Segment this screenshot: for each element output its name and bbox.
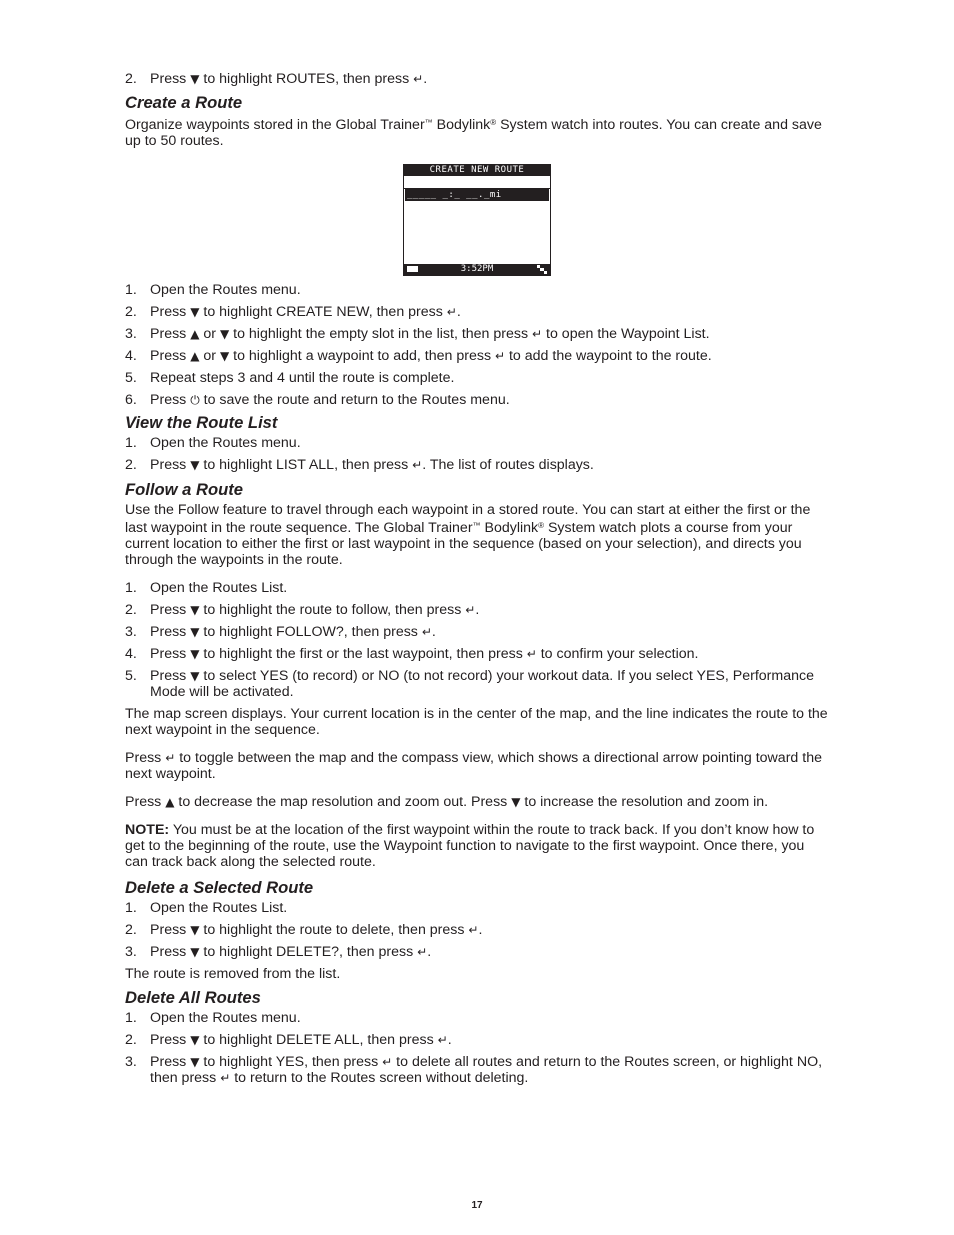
- list-item: [125, 944, 830, 960]
- step-text: to highlight FOLLOW?, then press: [199, 624, 422, 640]
- step-number: 3.: [125, 624, 137, 640]
- list-item: [125, 1010, 830, 1026]
- list-item: [125, 370, 830, 386]
- step-text: to highlight DELETE ALL, then press: [199, 1032, 438, 1048]
- step-number: 2.: [125, 71, 137, 87]
- down-arrow-icon: ▼: [190, 625, 200, 639]
- step-text: Open the Routes List.: [150, 900, 288, 916]
- step-text: to select YES (to record) or NO (to not record) your workout data. If you select YES, Performance Mode will be activated.: [150, 668, 814, 700]
- enter-icon: ↵: [468, 923, 479, 937]
- view-section: [125, 413, 830, 479]
- step-number: 1.: [125, 435, 137, 451]
- step-text: Press: [150, 646, 191, 662]
- step-text: Press: [150, 668, 191, 684]
- step-text: Repeat steps 3 and 4 until the route is complete.: [150, 370, 455, 386]
- enter-icon: ↵: [446, 305, 457, 319]
- step-number: 6.: [125, 392, 137, 408]
- step-text: .: [475, 602, 480, 618]
- desc-text: Bodylink: [480, 520, 539, 536]
- step-text: or: [199, 348, 220, 364]
- step-text: or: [199, 326, 220, 342]
- step-text: to highlight the route to follow, then press: [199, 602, 466, 618]
- list-item: [125, 348, 830, 364]
- step-text: Press: [150, 71, 191, 87]
- step-text: .: [423, 71, 428, 87]
- enter-icon: ↵: [417, 945, 428, 959]
- step-number: 1.: [125, 1010, 137, 1026]
- screen-empty-slot: _____ _:_ __._mi: [405, 189, 549, 201]
- step-text: Press: [150, 392, 191, 408]
- note-label: NOTE:: [125, 822, 170, 838]
- down-arrow-icon: ▼: [190, 647, 200, 661]
- step-text: Press: [150, 457, 191, 473]
- list-item: [125, 900, 830, 916]
- section-heading-delete-selected: Delete a Selected Route: [125, 878, 314, 897]
- list-item: [125, 602, 830, 618]
- up-arrow-icon: ▲: [190, 327, 200, 341]
- step-text: to highlight a waypoint to add, then press: [229, 348, 495, 364]
- step-number: 5.: [125, 668, 137, 684]
- step-text: Press: [150, 944, 191, 960]
- desc-text: Use the Follow feature to travel through each waypoint in a stored route. You can start at either the first or the last waypoint in the route sequence. The Global Trainer: [125, 502, 811, 536]
- down-arrow-icon: ▼: [190, 945, 200, 959]
- para-text: to decrease the map resolution and zoom out. Press: [174, 794, 512, 810]
- step-text: Press: [150, 624, 191, 640]
- list-item: [125, 435, 830, 451]
- create-steps: [125, 282, 830, 414]
- desc-text: System watch into routes. You can create and save up to 50 routes.: [125, 117, 822, 149]
- registered-mark: ®: [538, 521, 545, 530]
- screen-status-bar: [404, 264, 550, 275]
- down-arrow-icon: ▼: [190, 1033, 200, 1047]
- enter-icon: ↵: [437, 1033, 448, 1047]
- screen-time: 3:52PM: [460, 264, 494, 274]
- battery-icon: [407, 266, 418, 272]
- list-item: [125, 580, 830, 596]
- step-number: 1.: [125, 580, 137, 596]
- para-text: Press: [125, 794, 166, 810]
- step-number: 2.: [125, 457, 137, 473]
- enter-icon: ↵: [413, 72, 424, 86]
- step-text: Open the Routes menu.: [150, 435, 301, 451]
- list-item: [125, 1054, 830, 1086]
- satellite-icon: [537, 265, 547, 277]
- para-text: to increase the resolution and zoom in.: [520, 794, 769, 810]
- delete-selected-section: [125, 878, 830, 982]
- note-text: You must be at the location of the first waypoint within the route to track back. If you don’t know how to get to the beginning of the route, use the Waypoint function to navigate to the first waypoint. Once there, you can track back along the selected route.: [125, 822, 815, 870]
- enter-icon: ↵: [526, 647, 537, 661]
- down-arrow-icon: ▼: [190, 1055, 200, 1069]
- step-text: .: [478, 922, 483, 938]
- step-number: 2.: [125, 304, 137, 320]
- delete-result-text: The route is removed from the list.: [125, 966, 341, 982]
- enter-icon: ↵: [494, 349, 506, 363]
- registered-mark: ®: [490, 118, 497, 127]
- step-text: to highlight CREATE NEW, then press: [199, 304, 447, 320]
- step-text: to add the waypoint to the route.: [505, 348, 712, 364]
- enter-icon: ↵: [165, 751, 176, 765]
- down-arrow-icon: ▼: [190, 458, 200, 472]
- step-text: to confirm your selection.: [536, 646, 699, 662]
- step-number: 4.: [125, 348, 137, 364]
- down-arrow-icon: ▼: [190, 923, 200, 937]
- desc-text: Organize waypoints stored in the Global Trainer: [125, 117, 425, 133]
- step-text: Press: [150, 304, 191, 320]
- step-text: .: [456, 304, 461, 320]
- down-arrow-icon: ▼: [190, 603, 200, 617]
- follow-description: [125, 502, 830, 568]
- step-text: to highlight ROUTES, then press: [199, 71, 414, 87]
- enter-icon: ↵: [532, 327, 543, 341]
- step-text: to highlight YES, then press: [199, 1054, 383, 1070]
- desc-text: Bodylink: [432, 117, 491, 133]
- step-text: to highlight DELETE?, then press: [199, 944, 418, 960]
- step-text: to save the route and return to the Routes menu.: [199, 392, 510, 408]
- list-item: [125, 624, 830, 640]
- up-arrow-icon: ▲: [165, 795, 175, 809]
- trademark-mark: ™: [472, 521, 481, 530]
- step-text: .: [427, 944, 432, 960]
- down-arrow-icon: ▼: [190, 72, 200, 86]
- enter-icon: ↵: [465, 603, 476, 617]
- list-item: [125, 326, 830, 342]
- power-icon: ⏻: [190, 393, 200, 407]
- list-item: [125, 922, 830, 938]
- step-number: 3.: [125, 1054, 137, 1070]
- step-text: Press: [150, 326, 191, 342]
- section-heading-create: Create a Route: [125, 93, 243, 112]
- list-item: [125, 646, 830, 662]
- follow-section: [125, 480, 830, 870]
- step-text: .: [447, 1032, 452, 1048]
- step-number: 1.: [125, 282, 137, 298]
- step-text: Press: [150, 602, 191, 618]
- step-text: .: [431, 624, 436, 640]
- page-number: 17: [471, 1200, 483, 1211]
- list-item: [125, 1032, 830, 1048]
- step-number: 3.: [125, 326, 137, 342]
- down-arrow-icon: ▼: [219, 327, 230, 341]
- note-paragraph: [125, 822, 830, 870]
- down-arrow-icon: ▼: [190, 305, 200, 319]
- step-number: 4.: [125, 646, 137, 662]
- step-text: Press: [150, 922, 191, 938]
- list-item: [125, 457, 830, 473]
- map-paragraph: The map screen displays. Your current location is in the center of the map, and the line indicates the route to the next waypoint in the sequence.: [125, 706, 828, 738]
- intro-step: [125, 71, 855, 87]
- section-heading-view: View the Route List: [125, 413, 278, 432]
- up-arrow-icon: ▲: [190, 349, 200, 363]
- section-heading-delete-all: Delete All Routes: [125, 988, 261, 1007]
- screen-title: CREATE NEW ROUTE: [404, 165, 550, 176]
- step-text: Press: [150, 1054, 191, 1070]
- step-number: 3.: [125, 944, 137, 960]
- zoom-paragraph: [125, 794, 830, 810]
- step-text: Open the Routes List.: [150, 580, 288, 596]
- step-text: Open the Routes menu.: [150, 1010, 301, 1026]
- screen-row: [404, 176, 550, 189]
- enter-icon: ↵: [412, 458, 423, 472]
- step-number: 2.: [125, 602, 137, 618]
- down-arrow-icon: ▼: [219, 349, 230, 363]
- create-section: [125, 93, 830, 149]
- step-text: to highlight the first or the last waypoint, then press: [199, 646, 527, 662]
- para-text: to toggle between the map and the compass view, which shows a directional arrow pointing toward the next waypoint.: [125, 750, 822, 782]
- enter-icon: ↵: [421, 625, 432, 639]
- down-arrow-icon: ▼: [511, 795, 521, 809]
- step-text: to return to the Routes screen without deleting.: [230, 1070, 529, 1086]
- list-item: [125, 304, 830, 320]
- toggle-paragraph: [125, 750, 830, 782]
- list-item: [125, 282, 830, 298]
- delete-all-section: [125, 988, 830, 1092]
- step-text: Press: [150, 1032, 191, 1048]
- step-text: Press: [150, 348, 191, 364]
- enter-icon: ↵: [382, 1055, 393, 1069]
- step-text: to highlight the route to delete, then press: [199, 922, 469, 938]
- step-text: to highlight LIST ALL, then press: [199, 457, 413, 473]
- enter-icon: ↵: [220, 1071, 231, 1085]
- step-text: . The list of routes displays.: [422, 457, 594, 473]
- step-text: to open the Waypoint List.: [542, 326, 710, 342]
- step-number: 1.: [125, 900, 137, 916]
- desc-text: System watch plots a course from your current location to either the first or last waypoint in the sequence (based on your selection), and directs you through the waypoints in the route.: [125, 520, 802, 568]
- section-heading-follow: Follow a Route: [125, 480, 243, 499]
- down-arrow-icon: ▼: [190, 669, 200, 683]
- para-text: Press: [125, 750, 166, 766]
- trademark-mark: ™: [424, 118, 433, 127]
- step-text: Open the Routes menu.: [150, 282, 301, 298]
- step-text: to delete all routes and return to the Routes screen, or highlight NO, then press: [150, 1054, 823, 1086]
- step-number: 2.: [125, 1032, 137, 1048]
- step-number: 5.: [125, 370, 137, 386]
- watch-screen-illustration: [403, 164, 551, 276]
- step-number: 2.: [125, 922, 137, 938]
- list-item: [125, 668, 830, 700]
- create-description: [125, 115, 830, 149]
- step-text: to highlight the empty slot in the list, then press: [229, 326, 533, 342]
- list-item: [125, 392, 830, 408]
